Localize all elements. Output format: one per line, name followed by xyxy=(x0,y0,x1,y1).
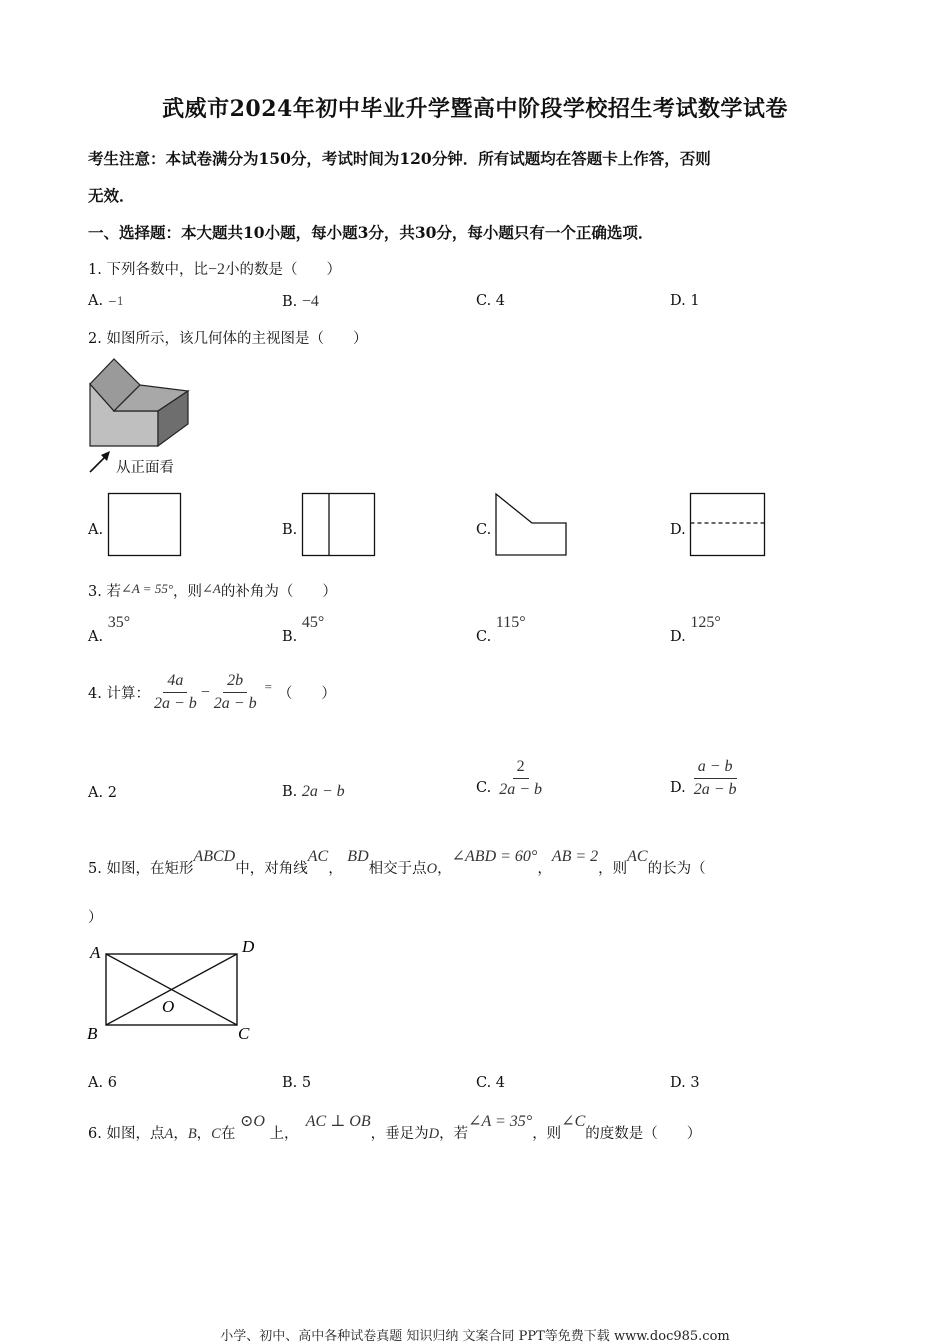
q2-option-a-label[interactable]: A. xyxy=(88,522,104,538)
q5-p4: 相交于点 xyxy=(368,861,427,877)
q1-option-d[interactable]: D. 1 xyxy=(670,293,700,309)
q4-fraction-1 xyxy=(150,672,201,713)
q4-option-c-fraction xyxy=(495,758,546,799)
q4-f1-num: 4a xyxy=(163,672,187,693)
q4-d-den: 2a − b xyxy=(693,781,737,798)
q3-option-a[interactable] xyxy=(88,614,131,645)
q4-option-c[interactable] xyxy=(476,758,546,799)
q3-option-b[interactable] xyxy=(282,614,325,645)
q5-rectangle-figure xyxy=(84,936,264,1046)
q3-prefix: 3. 若 xyxy=(88,584,121,600)
q3-option-d[interactable] xyxy=(670,614,721,645)
question-4 xyxy=(88,672,336,713)
question-5 xyxy=(88,845,706,877)
q2-option-c-label[interactable]: C. xyxy=(476,522,492,538)
q1-suffix: 小的数是（ ） xyxy=(224,262,341,278)
q5-p8: 的长为（ xyxy=(647,861,706,877)
q1-prefix: 1. 下列各数中，比 xyxy=(88,262,208,278)
q4-minus: − xyxy=(200,683,210,701)
q5-option-c[interactable]: C. 4 xyxy=(476,1075,506,1091)
q3-option-d-label: D. xyxy=(670,629,686,645)
q2-option-c-figure[interactable] xyxy=(494,492,570,558)
q3-option-b-value: 45° xyxy=(301,614,325,631)
q4-d-num: a − b xyxy=(694,758,737,779)
q1-option-b[interactable] xyxy=(282,293,319,311)
q6-p3: 上， xyxy=(269,1126,292,1142)
q3-option-a-label: A. xyxy=(88,629,104,645)
q5-e4: O xyxy=(426,861,438,877)
q4-option-b[interactable] xyxy=(282,783,345,801)
q5-e7: AC xyxy=(627,848,648,865)
q6-e6: D xyxy=(428,1126,440,1142)
q5-vertex-d: D xyxy=(242,937,255,956)
q4-option-b-label: B. xyxy=(282,784,298,800)
q1-option-a-value: −1 xyxy=(107,295,124,308)
q5-line-2: ） xyxy=(88,910,103,926)
q5-e3: BD xyxy=(347,848,369,865)
q5-e6: AB = 2 xyxy=(551,848,599,865)
q4-option-c-label: C. xyxy=(476,780,492,796)
q4-fraction-2 xyxy=(210,672,261,713)
q4-c-num: 2 xyxy=(513,758,529,779)
q5-p2: 中，对角线 xyxy=(235,861,308,877)
q1-expr: −2 xyxy=(207,261,225,278)
page-title: 武威市2024年初中毕业升学暨高中阶段学校招生考试数学试卷 xyxy=(162,96,788,122)
q4-option-a[interactable]: A. 2 xyxy=(88,785,117,801)
q6-c2: ， xyxy=(196,1126,212,1142)
page-footer: 小学、初中、高中各种试卷真题 知识归纳 文案合同 PPT等免费下载 www.doc985.com xyxy=(220,1329,730,1344)
q4-option-b-value: 2a − b xyxy=(301,783,345,800)
q5-option-b[interactable]: B. 5 xyxy=(282,1075,312,1091)
q6-p6: ，则 xyxy=(532,1126,562,1142)
q6-e3: C xyxy=(211,1126,221,1142)
q4-f1-den: 2a − b xyxy=(153,695,197,712)
question-6 xyxy=(88,1110,702,1142)
q1-option-c[interactable]: C. 4 xyxy=(476,293,506,309)
q5-p6: ， xyxy=(537,861,552,877)
q5-p7: ，则 xyxy=(598,861,628,877)
q3-option-c-label: C. xyxy=(476,629,492,645)
q5-option-d[interactable]: D. 3 xyxy=(670,1075,700,1091)
q6-p2: 在 xyxy=(220,1126,236,1142)
q3-suffix: 的补角为（ ） xyxy=(220,584,337,600)
q5-vertex-b: B xyxy=(87,1024,98,1043)
q6-e8: ∠C xyxy=(561,1113,586,1130)
q6-p1: 6. 如图，点 xyxy=(88,1126,165,1142)
q5-vertex-c: C xyxy=(238,1024,250,1043)
question-1 xyxy=(88,258,341,279)
section-1-heading: 一、选择题：本大题共10小题，每小题3分，共30分，每小题只有一个正确选项． xyxy=(88,223,654,242)
q5-p1: 5. 如图，在矩形 xyxy=(88,861,194,877)
q6-e2: B xyxy=(187,1126,197,1142)
q6-e7: ∠A = 35° xyxy=(468,1113,533,1130)
q4-option-d[interactable] xyxy=(670,758,741,799)
q2-option-a-figure[interactable] xyxy=(107,492,183,558)
q4-f2-num: 2b xyxy=(223,672,247,693)
q2-option-d-label[interactable]: D. xyxy=(670,522,686,538)
q2-option-b-figure[interactable] xyxy=(301,492,377,558)
q6-p4: ，垂足为 xyxy=(370,1126,429,1142)
q5-e1: ABCD xyxy=(193,848,236,865)
q4-equals: = xyxy=(264,678,272,694)
question-3 xyxy=(88,580,337,601)
q3-option-c[interactable] xyxy=(476,614,526,645)
q5-p3: ， xyxy=(328,861,343,877)
q4-option-d-label: D. xyxy=(670,780,686,796)
q6-p5: ，若 xyxy=(439,1126,469,1142)
q6-c1: ， xyxy=(173,1126,188,1142)
q3-mid: ，则 xyxy=(173,584,203,600)
q5-p5: ， xyxy=(437,861,452,877)
q1-option-a[interactable] xyxy=(88,293,124,309)
q5-vertex-a: A xyxy=(90,943,101,962)
q3-expr: ∠A = 55° xyxy=(120,581,174,596)
q5-center-o: O xyxy=(162,997,175,1016)
q4-c-den: 2a − b xyxy=(499,781,542,798)
question-2: 2. 如图所示，该几何体的主视图是（ ） xyxy=(88,331,368,347)
notice-line-2: 无效． xyxy=(88,186,135,205)
q3-option-b-label: B. xyxy=(282,629,298,645)
q2-option-b-label[interactable]: B. xyxy=(282,522,298,538)
q4-f2-den: 2a − b xyxy=(213,695,257,712)
notice-line-1: 考生注意：本试卷满分为150分，考试时间为120分钟．所有试题均在答题卡上作答，否则 xyxy=(88,149,711,168)
q1-option-a-label: A. xyxy=(88,293,108,309)
q5-e2: AC xyxy=(307,848,329,865)
q1-option-b-value: −4 xyxy=(301,293,319,310)
q3-option-d-value: 125° xyxy=(690,614,721,631)
q4-suffix: （ ） xyxy=(277,686,336,702)
q5-option-a[interactable]: A. 6 xyxy=(88,1075,117,1091)
q5-e5: ∠ABD = 60° xyxy=(451,848,538,865)
q4-option-d-fraction xyxy=(690,758,741,799)
q3-option-c-value: 115° xyxy=(495,614,526,631)
q6-p7: 的度数是（ ） xyxy=(585,1126,702,1142)
q3-expr2: ∠A xyxy=(202,581,221,596)
q6-e4: ⊙O xyxy=(239,1113,265,1130)
q2-option-d-figure[interactable] xyxy=(689,492,767,558)
q4-prefix: 4. 计算： xyxy=(88,686,150,702)
q3-option-a-value: 35° xyxy=(107,614,131,631)
q6-e1: A xyxy=(164,1126,174,1142)
q6-e5: AC ⊥ OB xyxy=(305,1113,371,1130)
q2-view-label: 从正面看 xyxy=(116,460,174,476)
q1-option-b-label: B. xyxy=(282,294,302,310)
